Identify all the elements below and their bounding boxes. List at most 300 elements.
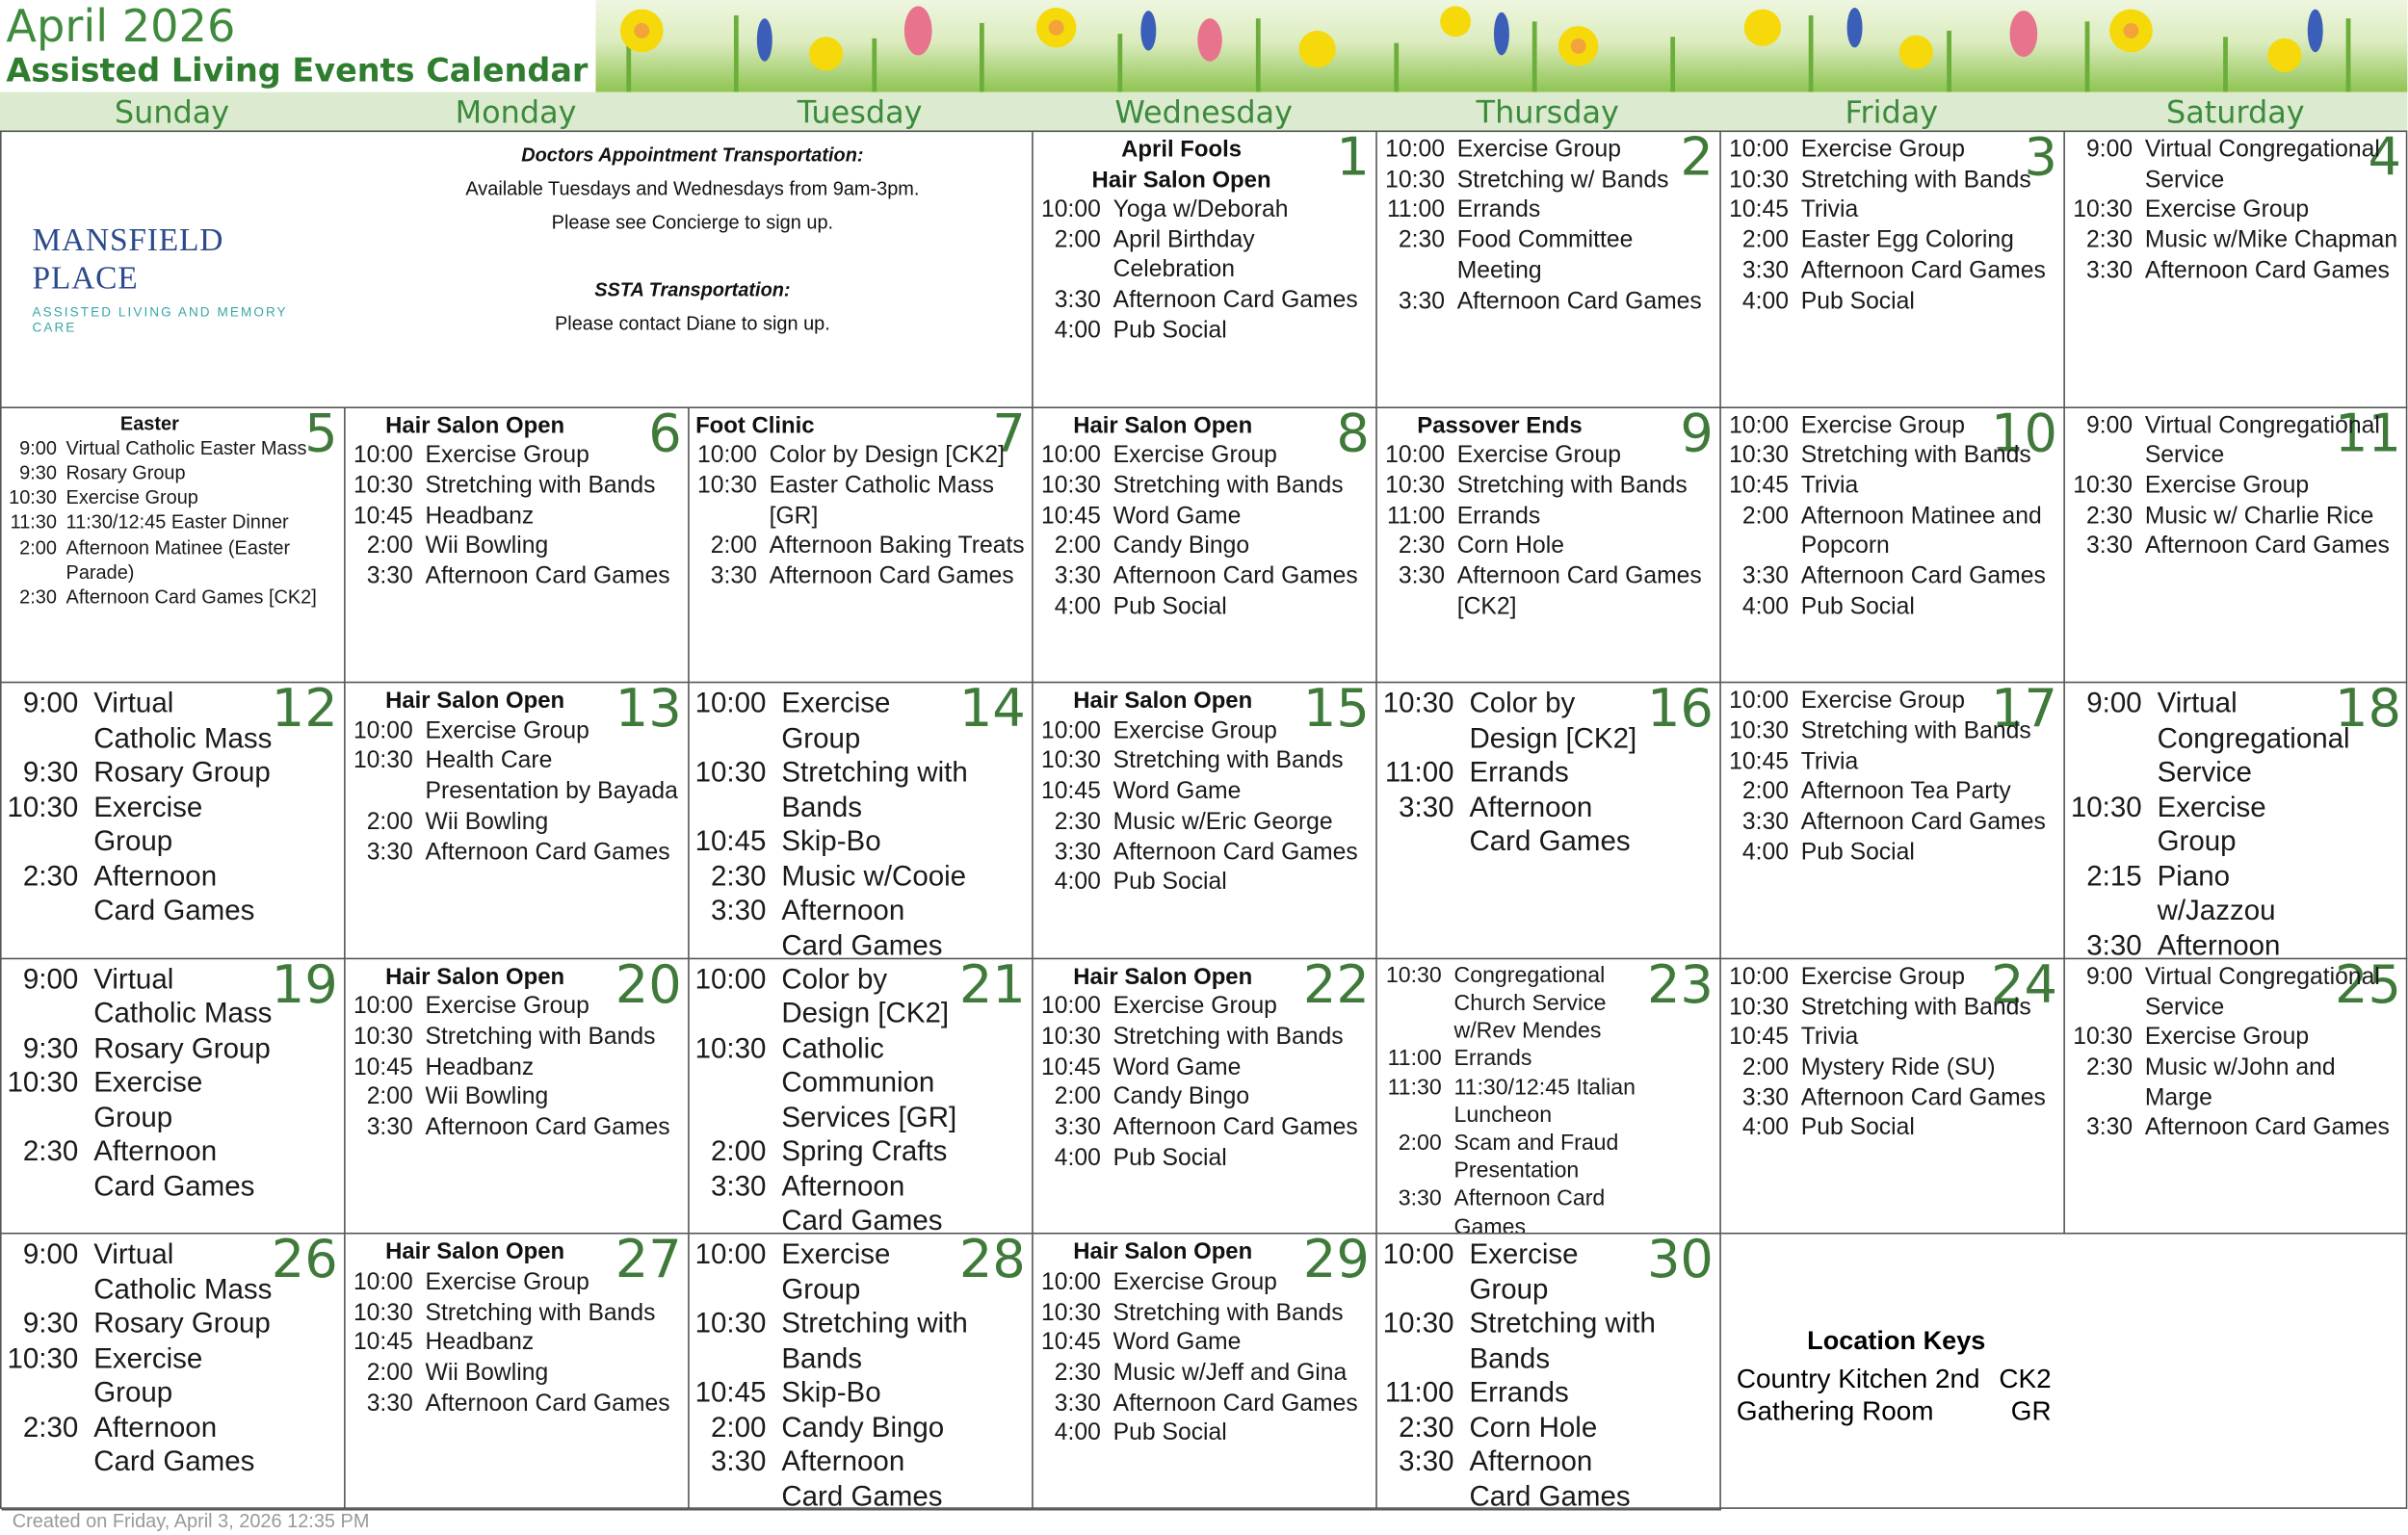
event-item bbox=[1724, 807, 2060, 837]
event-time: 10:45 bbox=[694, 824, 767, 857]
day-header-note: Hair Salon Open bbox=[385, 688, 565, 715]
event-time: 10:30 bbox=[696, 472, 757, 499]
event-name: Stretching with Bands bbox=[1469, 1307, 1656, 1374]
dow-sunday: Sunday bbox=[114, 93, 230, 131]
event-time: 10:45 bbox=[353, 1329, 413, 1356]
event-name: Spring Crafts bbox=[781, 1134, 948, 1167]
day-header-note: Hair Salon Open bbox=[385, 1238, 565, 1266]
event-name: Stretching with Bands bbox=[1112, 1299, 1344, 1326]
event-name: Virtual Catholic Mass bbox=[93, 686, 273, 754]
event-time: 10:30 bbox=[1729, 167, 1790, 194]
event-time: 3:30 bbox=[1399, 790, 1454, 822]
event-item bbox=[5, 585, 341, 611]
event-name: Afternoon Card Games bbox=[1800, 563, 2046, 590]
event-name: Stretching with Bands bbox=[1800, 717, 2031, 744]
event-name: Stretching with Bands bbox=[1800, 994, 2031, 1021]
event-time: 10:00 bbox=[353, 717, 413, 744]
event-name: Trivia bbox=[1800, 472, 1859, 500]
event-name: Afternoon Card Games bbox=[425, 839, 670, 866]
event-item bbox=[1380, 225, 1716, 286]
event-list bbox=[1724, 687, 2060, 868]
event-time: 2:00 bbox=[1398, 1131, 1442, 1157]
day-cell-25 bbox=[2065, 959, 2407, 1235]
event-time: 10:00 bbox=[353, 442, 413, 469]
event-list bbox=[1036, 1237, 1373, 1449]
event-time: 10:30 bbox=[2073, 196, 2133, 223]
event-item bbox=[1036, 1389, 1373, 1418]
event-name: Afternoon Card Games bbox=[1469, 790, 1631, 857]
event-list bbox=[5, 962, 283, 1204]
event-name: Color by Design [CK2] bbox=[781, 962, 950, 1029]
day-number: 24 bbox=[1990, 958, 2057, 1016]
event-item bbox=[1380, 561, 1716, 622]
day-cell-22 bbox=[1034, 959, 1377, 1235]
event-name: Afternoon Card Games bbox=[93, 1410, 255, 1478]
event-time: 3:30 bbox=[1054, 839, 1101, 866]
event-item bbox=[5, 1066, 283, 1135]
event-list bbox=[1724, 962, 2060, 1143]
event-item bbox=[1036, 471, 1373, 501]
event-item bbox=[1380, 1411, 1659, 1445]
event-name: Stretching with Bands bbox=[781, 755, 968, 822]
day-cell-12 bbox=[2, 684, 346, 959]
day-number: 3 bbox=[2024, 132, 2057, 190]
event-item bbox=[1724, 1083, 2060, 1113]
event-name: Wii Bowling bbox=[425, 1360, 549, 1387]
day-cell-5 bbox=[2, 407, 346, 683]
event-time: 4:00 bbox=[1054, 593, 1101, 620]
day-header-note: Hair Salon Open bbox=[1073, 412, 1253, 439]
event-item bbox=[2068, 1053, 2404, 1113]
event-list bbox=[5, 411, 341, 611]
event-item bbox=[2068, 962, 2404, 1023]
event-name: Stretching with Bands bbox=[1112, 747, 1344, 774]
dow-friday: Friday bbox=[1845, 93, 1939, 131]
day-number: 26 bbox=[271, 1235, 338, 1292]
event-item bbox=[5, 790, 283, 859]
event-name: Pub Social bbox=[1800, 1114, 1915, 1141]
event-time: 3:30 bbox=[366, 562, 413, 589]
event-item bbox=[1036, 838, 1373, 868]
event-item bbox=[349, 532, 685, 561]
event-time: 10:30 bbox=[7, 790, 79, 822]
event-time: 10:30 bbox=[1385, 963, 1442, 989]
day-number: 6 bbox=[648, 407, 682, 465]
event-list bbox=[1380, 135, 1716, 316]
day-number: 12 bbox=[271, 683, 338, 741]
event-time: 2:00 bbox=[710, 533, 757, 559]
location-key-code: CK2 bbox=[1999, 1364, 2052, 1394]
event-name: Exercise Group bbox=[425, 1269, 589, 1296]
day-cell-6 bbox=[346, 407, 690, 683]
day-number: 1 bbox=[1336, 132, 1370, 190]
event-item bbox=[1380, 687, 1659, 756]
event-time: 3:30 bbox=[2086, 927, 2142, 959]
event-item bbox=[1724, 1053, 2060, 1082]
event-item bbox=[1724, 195, 2060, 225]
day-number: 21 bbox=[958, 958, 1026, 1016]
event-time: 10:30 bbox=[694, 1030, 767, 1064]
event-item bbox=[349, 471, 685, 501]
day-cell-11 bbox=[2065, 407, 2407, 683]
event-item bbox=[1724, 1113, 2060, 1143]
event-name: Exercise Group bbox=[93, 1065, 203, 1133]
event-time: 10:30 bbox=[1385, 472, 1445, 499]
event-name: Stretching with Bands bbox=[425, 472, 656, 499]
event-item bbox=[1036, 716, 1373, 746]
calendar-header bbox=[0, 0, 2407, 92]
event-name: Virtual Catholic Mass bbox=[93, 962, 273, 1029]
event-time: 3:30 bbox=[710, 1444, 767, 1478]
event-name: Pub Social bbox=[1800, 287, 1915, 314]
event-item bbox=[693, 1237, 971, 1307]
event-time: 10:00 bbox=[1041, 717, 1101, 744]
event-name: Afternoon Card Games [CK2] bbox=[65, 586, 317, 609]
event-time: 3:30 bbox=[2085, 257, 2133, 284]
event-name: Skip-Bo bbox=[781, 1375, 881, 1409]
event-name: Pub Social bbox=[1112, 593, 1227, 620]
event-item bbox=[5, 435, 341, 460]
event-name: Music w/John and Marge bbox=[2144, 1054, 2336, 1111]
event-item bbox=[2068, 225, 2404, 255]
event-item bbox=[1380, 962, 1659, 1046]
event-item bbox=[1724, 687, 2060, 716]
created-timestamp: Created on Friday, April 3, 2026 12:35 PM bbox=[12, 1510, 370, 1532]
event-time: 3:30 bbox=[1741, 1084, 1790, 1111]
event-time: 9:30 bbox=[22, 755, 79, 789]
event-name: Afternoon Tea Party bbox=[1800, 778, 2011, 805]
event-time: 3:30 bbox=[710, 1169, 767, 1202]
event-time: 9:00 bbox=[2085, 136, 2133, 163]
day-number: 18 bbox=[2335, 683, 2402, 741]
event-time: 10:30 bbox=[7, 1065, 79, 1099]
event-time: 2:00 bbox=[710, 1134, 767, 1167]
logo-subtitle: ASSISTED LIVING AND MEMORY CARE bbox=[32, 303, 288, 335]
event-item bbox=[1380, 471, 1716, 501]
event-item bbox=[1380, 135, 1716, 165]
event-time: 3:30 bbox=[1398, 287, 1445, 314]
event-item bbox=[1724, 1023, 2060, 1053]
event-name: Afternoon Card Games bbox=[1112, 1114, 1358, 1141]
day-cell-8 bbox=[1034, 407, 1377, 683]
event-item bbox=[1724, 471, 2060, 501]
event-item bbox=[2068, 686, 2350, 791]
day-number: 29 bbox=[1302, 1235, 1370, 1292]
event-time: 11:30 bbox=[10, 511, 57, 533]
day-cell-23 bbox=[1377, 959, 1721, 1235]
day-number: 27 bbox=[615, 1235, 682, 1292]
event-item bbox=[693, 1376, 971, 1411]
event-time: 2:00 bbox=[19, 536, 57, 559]
day-cell-24 bbox=[1721, 959, 2065, 1235]
event-name: Word Game bbox=[1112, 778, 1242, 805]
event-name: Errands bbox=[1469, 755, 1569, 789]
event-item bbox=[1380, 1130, 1659, 1185]
event-name: Rosary Group bbox=[93, 1030, 271, 1064]
day-cell-1 bbox=[1034, 132, 1377, 407]
event-time: 4:00 bbox=[1054, 1420, 1101, 1447]
event-name: Afternoon Card Games bbox=[781, 1444, 943, 1511]
event-item bbox=[5, 535, 341, 585]
event-time: 3:30 bbox=[1741, 257, 1790, 284]
event-time: 9:30 bbox=[19, 461, 57, 483]
day-number: 20 bbox=[615, 958, 682, 1016]
event-time: 3:30 bbox=[366, 1114, 413, 1141]
day-number: 10 bbox=[1990, 407, 2057, 465]
event-item bbox=[693, 962, 971, 1031]
dow-thursday: Thursday bbox=[1476, 93, 1619, 131]
event-list bbox=[693, 962, 971, 1235]
event-time: 9:00 bbox=[19, 436, 57, 458]
day-cell-4 bbox=[2065, 132, 2407, 407]
event-item bbox=[1036, 561, 1373, 591]
event-name: Music w/Jeff and Gina bbox=[1112, 1360, 1348, 1387]
event-item bbox=[1380, 286, 1716, 316]
event-time: 10:30 bbox=[1729, 442, 1790, 469]
event-list bbox=[349, 411, 685, 592]
event-item bbox=[2068, 256, 2404, 286]
event-time: 2:00 bbox=[366, 1360, 413, 1387]
event-time: 2:00 bbox=[366, 1084, 413, 1111]
event-time: 4:00 bbox=[1054, 1144, 1101, 1171]
event-time: 10:00 bbox=[1385, 442, 1445, 469]
event-time: 10:30 bbox=[1729, 994, 1790, 1021]
event-item bbox=[2068, 135, 2404, 195]
event-item bbox=[5, 1307, 283, 1341]
day-cell-2 bbox=[1377, 132, 1721, 407]
day-number: 9 bbox=[1680, 407, 1714, 465]
event-time: 10:30 bbox=[1041, 1024, 1101, 1051]
event-name: Color by Design [CK2] bbox=[1469, 686, 1637, 754]
event-item bbox=[349, 716, 685, 746]
event-name: Afternoon Card Games bbox=[1112, 287, 1358, 314]
event-time: 10:30 bbox=[1041, 1299, 1101, 1326]
day-cell-3 bbox=[1721, 132, 2065, 407]
event-time: 10:45 bbox=[1729, 1024, 1790, 1051]
calendar-title: Assisted Living Events Calendar bbox=[6, 52, 589, 90]
event-name: April Birthday Celebration bbox=[1112, 226, 1255, 283]
event-name: Afternoon Card Games bbox=[1112, 562, 1358, 589]
event-name: Exercise Group bbox=[2144, 1024, 2310, 1051]
event-name: Pub Social bbox=[1800, 839, 1915, 866]
event-time: 10:30 bbox=[1382, 686, 1454, 719]
event-list bbox=[1036, 411, 1373, 623]
event-name: Exercise Group bbox=[1800, 688, 1966, 715]
event-item bbox=[1724, 747, 2060, 777]
event-name: Easter Catholic Mass [GR] bbox=[769, 472, 995, 530]
event-item bbox=[1036, 992, 1373, 1022]
event-list bbox=[1380, 687, 1659, 859]
day-cell-7 bbox=[690, 407, 1034, 683]
event-name: Exercise Group bbox=[781, 1237, 891, 1305]
event-time: 10:00 bbox=[353, 993, 413, 1020]
event-name: Exercise Group bbox=[1112, 993, 1277, 1020]
event-item bbox=[5, 485, 341, 510]
day-cell-10 bbox=[1721, 407, 2065, 683]
event-item bbox=[5, 1031, 283, 1066]
event-item bbox=[1036, 532, 1373, 561]
event-name: Headbanz bbox=[425, 1329, 535, 1356]
event-item bbox=[5, 1411, 283, 1480]
event-name: Afternoon Baking Treats bbox=[769, 533, 1025, 559]
event-item bbox=[5, 510, 341, 535]
event-item bbox=[693, 441, 1029, 471]
event-time: 10:00 bbox=[694, 962, 767, 995]
event-name: Afternoon Card Games bbox=[2144, 257, 2390, 284]
event-name: Corn Hole bbox=[1469, 1410, 1598, 1444]
event-time: 10:45 bbox=[353, 503, 413, 530]
event-name: Rosary Group bbox=[93, 755, 271, 789]
event-item bbox=[1724, 592, 2060, 622]
day-number: 15 bbox=[1302, 683, 1370, 741]
event-name: Color by Design [CK2] bbox=[769, 442, 1006, 469]
event-time: 10:30 bbox=[2073, 472, 2133, 500]
event-item bbox=[349, 1023, 685, 1053]
event-time: 10:45 bbox=[353, 1054, 413, 1080]
event-name: Health Care Presentation by Bayada bbox=[425, 747, 678, 805]
event-item bbox=[1036, 501, 1373, 531]
event-time: 3:30 bbox=[2085, 1114, 2133, 1141]
event-item bbox=[2068, 1113, 2404, 1143]
event-time: 11:00 bbox=[1384, 755, 1454, 789]
event-name: Afternoon Card Games bbox=[425, 562, 670, 589]
event-list bbox=[1380, 411, 1716, 623]
event-time: 10:00 bbox=[1041, 442, 1101, 469]
event-list bbox=[2068, 962, 2404, 1143]
event-time: 10:00 bbox=[1382, 1237, 1454, 1270]
event-time: 9:00 bbox=[22, 1237, 79, 1270]
event-time: 3:30 bbox=[1054, 1114, 1101, 1141]
event-item bbox=[693, 1307, 971, 1376]
event-time: 10:30 bbox=[353, 472, 413, 499]
day-number: 30 bbox=[1646, 1235, 1714, 1292]
event-time: 10:30 bbox=[1382, 1307, 1454, 1340]
day-number: 13 bbox=[615, 683, 682, 741]
day-cell-26 bbox=[2, 1235, 346, 1510]
event-name: Afternoon bbox=[2157, 927, 2281, 959]
event-item bbox=[1036, 225, 1373, 286]
event-name: Exercise Group bbox=[1456, 442, 1621, 469]
event-time: 2:00 bbox=[1741, 1054, 1790, 1081]
event-name: Afternoon Matinee (Easter Parade) bbox=[65, 536, 291, 584]
event-name: Candy Bingo bbox=[1112, 1084, 1250, 1111]
event-list bbox=[2068, 411, 2404, 562]
day-number: 22 bbox=[1302, 958, 1370, 1016]
event-time: 4:00 bbox=[1054, 317, 1101, 344]
event-time: 2:00 bbox=[710, 1410, 767, 1444]
event-name: Afternoon Card Games bbox=[93, 859, 255, 926]
day-number: 16 bbox=[1646, 683, 1714, 741]
event-time: 2:00 bbox=[1741, 778, 1790, 805]
event-time: 2:00 bbox=[1054, 533, 1101, 559]
event-name: Candy Bingo bbox=[1112, 533, 1250, 559]
event-name: Stretching with Bands bbox=[425, 1299, 656, 1326]
event-time: 10:30 bbox=[2070, 790, 2142, 822]
day-cell-28 bbox=[690, 1235, 1034, 1510]
event-item bbox=[349, 1328, 685, 1358]
event-name: Exercise Group bbox=[1469, 1237, 1579, 1305]
event-name: Exercise Group bbox=[1112, 717, 1277, 744]
event-time: 11:00 bbox=[1386, 196, 1445, 223]
day-header-note: Foot Clinic bbox=[695, 412, 815, 439]
event-name: Afternoon Card Games bbox=[1800, 257, 2046, 284]
event-name: Easter Egg Coloring bbox=[1800, 227, 2014, 254]
event-item bbox=[1380, 195, 1716, 225]
event-name: Yoga w/Deborah bbox=[1112, 196, 1289, 223]
event-item bbox=[1036, 1267, 1373, 1297]
event-time: 4:00 bbox=[1741, 1114, 1790, 1141]
day-number: 4 bbox=[2368, 132, 2402, 190]
day-cell-21 bbox=[690, 959, 1034, 1235]
event-item bbox=[2068, 502, 2404, 532]
event-time: 2:00 bbox=[1054, 226, 1101, 253]
event-time: 4:00 bbox=[1741, 287, 1790, 314]
event-name: Afternoon Card Games bbox=[425, 1114, 670, 1141]
mansfield-place-logo bbox=[32, 221, 324, 359]
day-number: 7 bbox=[992, 407, 1026, 465]
event-time: 11:00 bbox=[1386, 503, 1445, 530]
event-name: Exercise Group bbox=[2157, 790, 2266, 857]
event-item bbox=[1036, 441, 1373, 471]
day-number: 11 bbox=[2335, 407, 2402, 465]
event-item bbox=[2068, 532, 2404, 561]
event-time: 10:00 bbox=[1729, 688, 1790, 715]
event-name: Scam and Fraud Presentation bbox=[1453, 1131, 1619, 1184]
event-item bbox=[1380, 441, 1716, 471]
event-item bbox=[693, 1134, 971, 1169]
day-number: 25 bbox=[2335, 958, 2402, 1016]
event-name: Afternoon Card Games bbox=[781, 894, 943, 959]
event-item bbox=[1380, 1307, 1659, 1376]
event-name: Trivia bbox=[1800, 196, 1859, 223]
event-item bbox=[1380, 1445, 1659, 1511]
event-name: Pub Social bbox=[1112, 1144, 1227, 1171]
event-time: 3:30 bbox=[1398, 562, 1445, 589]
event-time: 10:30 bbox=[1385, 167, 1445, 194]
event-item bbox=[349, 561, 685, 591]
event-item bbox=[1380, 1074, 1659, 1130]
event-name: Stretching with Bands bbox=[1800, 167, 2031, 194]
day-header-note: Hair Salon Open bbox=[1073, 1238, 1253, 1266]
ssta-transport-title: SSTA Transportation: bbox=[594, 279, 791, 301]
event-item bbox=[1380, 532, 1716, 561]
event-time: 10:30 bbox=[694, 1307, 767, 1340]
event-item bbox=[349, 992, 685, 1022]
location-key-name: Gathering Room bbox=[1736, 1395, 1934, 1427]
event-name: Rosary Group bbox=[93, 1307, 271, 1340]
event-list bbox=[693, 687, 971, 959]
event-name: Afternoon Card Games bbox=[425, 1390, 670, 1417]
location-keys-title: Location Keys bbox=[1807, 1326, 1986, 1357]
event-item bbox=[5, 1134, 283, 1204]
event-name: Catholic Communion Services [GR] bbox=[781, 1030, 957, 1133]
event-item bbox=[693, 756, 971, 825]
day-number: 14 bbox=[958, 683, 1026, 741]
event-item bbox=[1724, 777, 2060, 807]
event-list bbox=[1380, 1237, 1659, 1510]
calendar-grid bbox=[0, 130, 2407, 1511]
event-item bbox=[5, 460, 341, 485]
event-item bbox=[2068, 471, 2404, 501]
event-time: 2:30 bbox=[1399, 1410, 1454, 1444]
location-key-name: Country Kitchen 2nd bbox=[1736, 1364, 1980, 1394]
dow-monday: Monday bbox=[455, 93, 577, 131]
day-cell-30 bbox=[1377, 1235, 1721, 1510]
event-name: Exercise Group bbox=[1456, 136, 1621, 163]
event-time: 10:30 bbox=[353, 1024, 413, 1051]
event-list bbox=[1724, 135, 2060, 316]
event-time: 2:30 bbox=[22, 859, 79, 892]
